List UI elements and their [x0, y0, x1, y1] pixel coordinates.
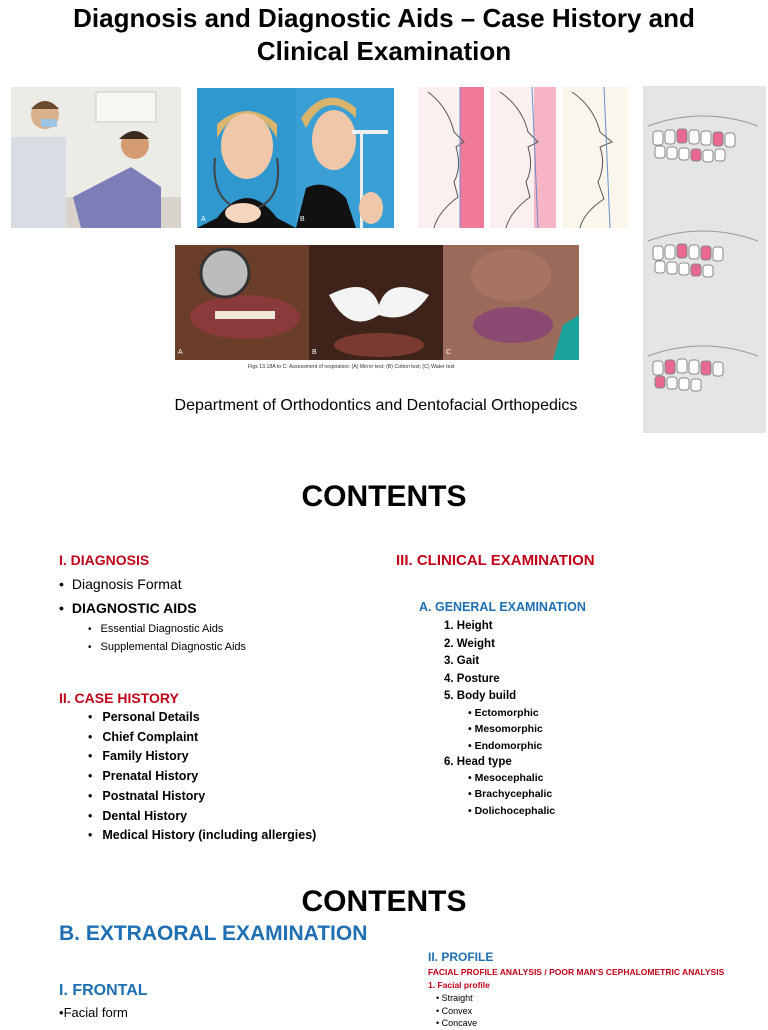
list-item: • Mesocephalic [468, 770, 555, 786]
list-item: • Family History [88, 747, 316, 767]
diagnosis-heading: I. DIAGNOSIS [59, 552, 150, 568]
diagnosis-item: • DIAGNOSTIC AIDS [59, 600, 197, 616]
list-item: 5. Body build [444, 690, 517, 702]
list-item: 1. Height [444, 620, 493, 632]
contents-title-2: CONTENTS [301, 885, 467, 918]
list-item: • Ectomorphic [468, 705, 543, 721]
list-item: • Chief Complaint [88, 728, 316, 748]
list-item: • Dolichocephalic [468, 803, 555, 819]
profile-analysis-heading: FACIAL PROFILE ANALYSIS / POOR MAN'S CEPHALOMETRIC ANALYSIS [428, 967, 725, 977]
frontal-item-label: Facial form [63, 1005, 128, 1020]
list-item: • Brachycephalic [468, 786, 555, 802]
case-history-heading: II. CASE HISTORY [59, 690, 179, 706]
head-type-list [468, 770, 555, 819]
dentist-patient-photo [11, 87, 181, 228]
department-name: Department of Orthodontics and Dentofacial Orthopedics [174, 397, 578, 414]
head-type-label: 6. Head type [444, 756, 512, 768]
slide-title: Diagnosis and Diagnostic Aids – Case History and Clinical Examination [73, 3, 695, 66]
water-test-photo [443, 245, 579, 360]
list-item: • Medical History (including allergies) [88, 826, 316, 846]
clinical-exam-heading: III. CLINICAL EXAMINATION [396, 552, 595, 569]
contents-title-1: CONTENTS [301, 480, 467, 513]
ruler-photo-b [296, 88, 394, 228]
general-exam-heading: A. GENERAL EXAMINATION [419, 600, 586, 614]
extraoral-heading: B. EXTRAORAL EXAMINATION [59, 922, 368, 945]
breathing-label-b: B [312, 349, 317, 356]
mirror-test-photo [175, 245, 309, 360]
general-exam-list [444, 618, 516, 706]
breathing-figure-caption: Figs 13.18A to C: Assessment of respiration: (A) Mirror test; (B) Cotton test; (C) Water test [248, 364, 455, 370]
profile-heading: II. PROFILE [428, 950, 494, 964]
list-item: • Prenatal History [88, 767, 316, 787]
diagnostic-aid-subitem: • Essential Diagnostic Aids [88, 623, 223, 635]
diagnosis-item: • Diagnosis Format [59, 576, 182, 592]
list-item: • Dental History [88, 807, 316, 827]
list-item: • Endomorphic [468, 738, 543, 754]
list-item: • Concave [436, 1017, 477, 1030]
stethoscope-photo-a [197, 88, 296, 228]
breathing-label-a: A [178, 349, 183, 356]
photo-label-b: B [300, 216, 305, 223]
list-item: 2. Weight [444, 637, 495, 650]
list-item: • Straight [436, 992, 477, 1005]
profile-sketches [418, 87, 628, 228]
body-build-list [468, 705, 543, 754]
list-item: • Personal Details [88, 708, 316, 728]
bullet-dot: • [59, 1005, 64, 1020]
list-item: • Mesomorphic [468, 721, 543, 737]
list-item: • Convex [436, 1005, 477, 1018]
diagnostic-aid-subitem: • Supplemental Diagnostic Aids [88, 641, 246, 653]
frontal-heading: I. FRONTAL [59, 982, 148, 999]
breathing-label-c: C [446, 349, 452, 356]
occlusion-diagrams [643, 86, 766, 433]
list-item: 4. Posture [444, 672, 500, 685]
list-item: 3. Gait [444, 655, 480, 667]
photo-label-a: A [201, 216, 206, 223]
list-item: • Postnatal History [88, 787, 316, 807]
facial-profile-label: 1. Facial profile [428, 980, 490, 990]
frontal-item [59, 1005, 128, 1020]
case-history-list [88, 708, 316, 846]
cotton-test-photo [309, 245, 443, 360]
